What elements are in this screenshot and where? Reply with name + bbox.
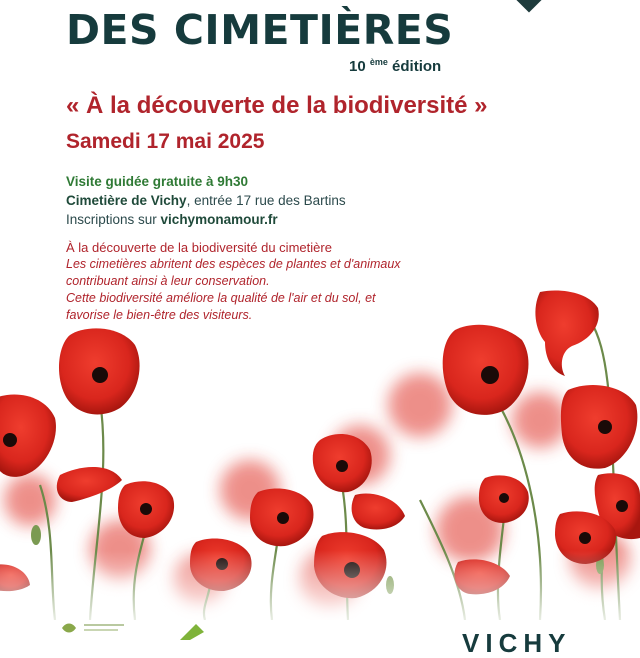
poppy-flower [59, 328, 140, 414]
edition-number: 10 [349, 58, 366, 75]
poppy-flower [443, 325, 529, 415]
description-heading: À la découverte de la biodiversité du cimetière [66, 240, 332, 255]
guided-tour-line: Visite guidée gratuite à 9h30 [66, 174, 249, 189]
location-line [66, 191, 346, 210]
bottom-fade [0, 550, 640, 620]
event-date: Samedi 17 mai 2025 [66, 130, 265, 153]
partner-logo-middle [180, 624, 204, 640]
event-info [66, 172, 346, 229]
corner-diamond-mark [513, 0, 544, 13]
poppy-flower [118, 481, 174, 538]
registration-prefix: Inscriptions sur [66, 212, 161, 227]
event-theme: « À la découverte de la biodiversité » [66, 92, 488, 119]
poppy-field-illustration [0, 280, 640, 620]
description-line: favorise le bien-être des visiteurs. [66, 308, 253, 322]
poppy-flower [0, 394, 56, 476]
poppy-flower [352, 494, 405, 530]
location-name: Cimetière de Vichy [66, 193, 187, 208]
description-line: contribuant ainsi à leur conservation. [66, 274, 270, 288]
location-address: , entrée 17 rue des Bartins [186, 193, 346, 208]
vichy-logo-text: VICHY [462, 628, 572, 658]
poppy-flower [561, 385, 638, 469]
poppy-flower [479, 475, 529, 523]
poppy-flower [57, 467, 122, 502]
edition-word: édition [392, 58, 442, 75]
description-line: Les cimetières abritent des espèces de plantes et d'animaux [66, 257, 401, 271]
partner-logo-left [62, 624, 124, 633]
edition-label [349, 58, 441, 75]
poppy-flower [250, 488, 313, 546]
registration-link[interactable]: vichymonamour.fr [160, 212, 278, 227]
registration-line [66, 210, 346, 229]
poppy-flower [535, 291, 598, 376]
edition-ordinal: ème [369, 57, 388, 67]
poppy-flower [313, 434, 372, 492]
description-line: Cette biodiversité améliore la qualité de l'air et du sol, et [66, 291, 376, 305]
poster-title: DES CIMETIÈRES [66, 6, 454, 54]
